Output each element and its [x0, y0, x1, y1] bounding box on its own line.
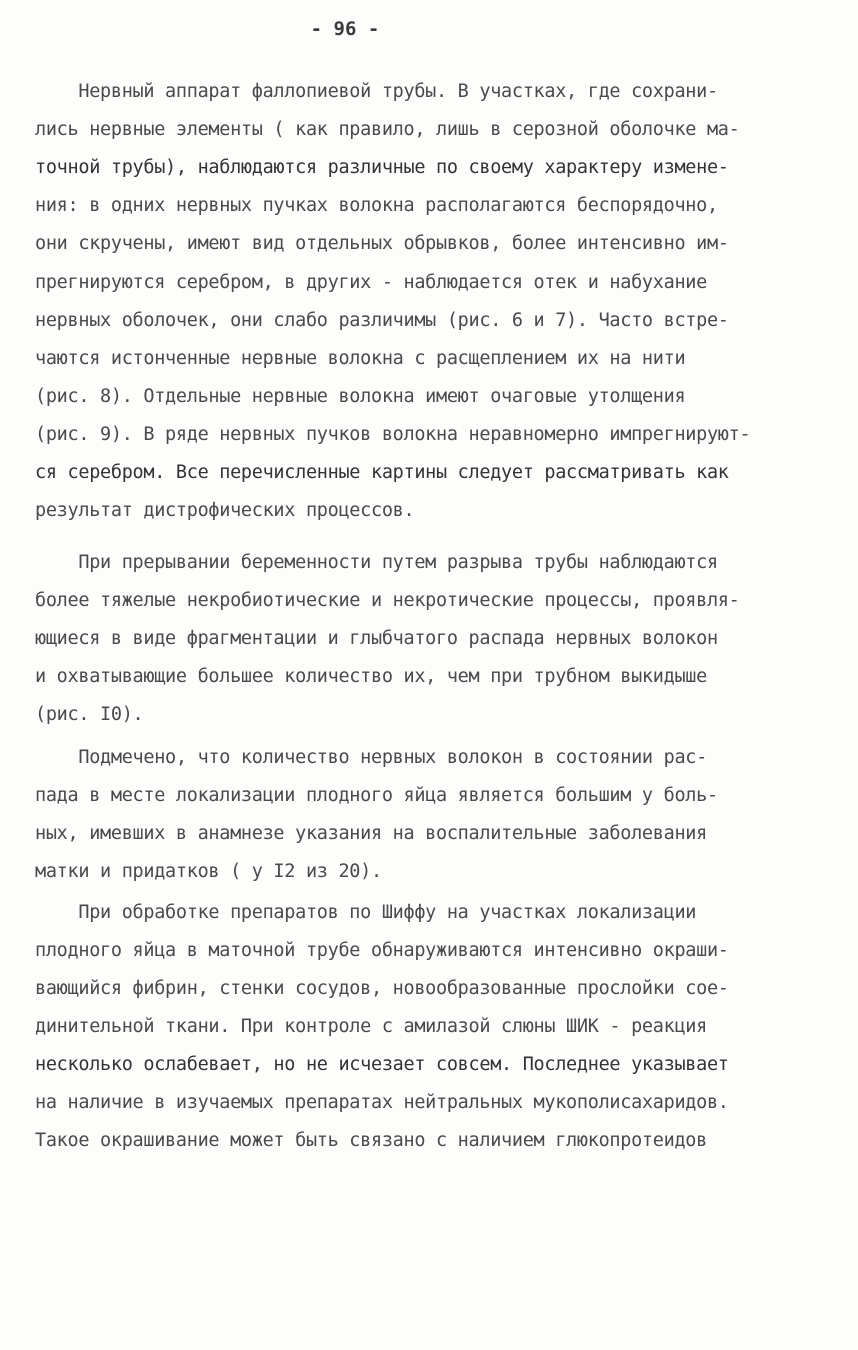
text-line: матки и придатков ( у I2 из 20). [35, 861, 382, 882]
text-line: и охватывающие большее количество их, чем при трубном выкидыше [35, 666, 707, 687]
text-line: ся серебром. Все перечисленные картины следует рассматривать как [35, 462, 729, 483]
text-line: Нервный аппарат фаллопиевой трубы. В участках, где сохрани- [35, 81, 718, 102]
text-line: нервных оболочек, они слабо различимы (рис. 6 и 7). Часто встре- [35, 310, 729, 331]
text-line: лись нервные элементы ( как правило, лишь в серозной оболочке ма- [35, 119, 740, 140]
text-line: Подмечено, что количество нервных волокон в состоянии рас- [35, 747, 707, 768]
text-line: чаются истонченные нервные волокна с расщеплением их на нити [35, 348, 686, 369]
text-line: они скручены, имеют вид отдельных обрывков, более интенсивно им- [35, 233, 729, 254]
text-line: (рис. I0). [35, 704, 144, 725]
text-line: При прерывании беременности путем разрыва трубы наблюдаются [35, 552, 718, 573]
text-line: несколько ослабевает, но не исчезает совсем. Последнее указывает [35, 1054, 729, 1075]
text-line: более тяжелые некробиотические и некротические процессы, проявля- [35, 590, 740, 611]
page-number: - 96 - [310, 18, 380, 40]
text-line: динительной ткани. При контроле с амилазой слюны ШИК - реакция [35, 1016, 707, 1037]
text-line: При обработке препаратов по Шиффу на участках локализации [35, 902, 697, 923]
text-line: точной трубы), наблюдаются различные по своему характеру измене- [35, 157, 729, 178]
text-line: (рис. 9). В ряде нервных пучков волокна неравномерно импрегнируют- [35, 424, 751, 445]
text-line: ющиеся в виде фрагментации и глыбчатого распада нервных волокон [35, 628, 718, 649]
text-line: прегнируются серебром, в других - наблюдается отек и набухание [35, 272, 707, 293]
text-line: Такое окрашивание может быть связано с наличием глюкопротеидов [35, 1130, 707, 1151]
text-line: вающийся фибрин, стенки сосудов, новообразованные прослойки сое- [35, 978, 729, 999]
text-line: на наличие в изучаемых препаратах нейтральных мукополисахаридов. [35, 1092, 729, 1113]
text-line: плодного яйца в маточной трубе обнаруживаются интенсивно окраши- [35, 940, 729, 961]
text-line: результат дистрофических процессов. [35, 500, 415, 521]
text-line: (рис. 8). Отдельные нервные волокна имеют очаговые утолщения [35, 386, 686, 407]
text-line: ния: в одних нервных пучках волокна располагаются беспорядочно, [35, 195, 729, 216]
text-line: пада в месте локализации плодного яйца является большим у боль- [35, 785, 718, 806]
text-line: ных, имевших в анамнезе указания на воспалительные заболевания [35, 823, 707, 844]
